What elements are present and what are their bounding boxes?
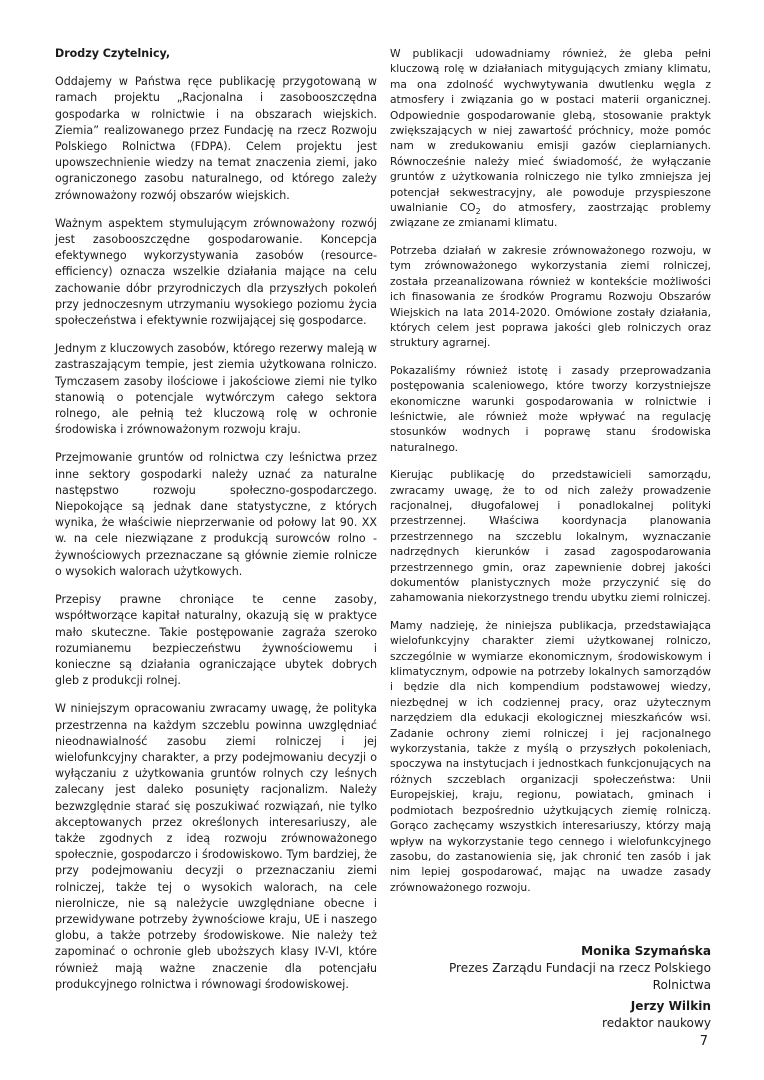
paragraph: Ważnym aspektem stymulującym zrównoważony rozwój jest zasobooszczędne gospodarowanie. Koncepcja efektywnego wykorzystywania zasobów (resource-efficiency) oznacza wszelkie działania mające na celu zachowanie dóbr przyrodniczych dla przyszłych pokoleń przy jednoczesnym utrzymaniu wysokiego poziomu życia społeczeństwa i efektywnie rozwijającej się gospodarce. [55, 216, 377, 328]
signature-block [390, 943, 711, 1032]
paragraph: Kierując publikację do przedstawicieli samorządu, zwracamy uwagę, że to od nich zależy prowadzenie racjonalnej, długofalowej i ponadlokalnej polityki przestrzennej. Właściwa koordynacja planowania przestrzennego na szczeblu lokalnym, wyznaczanie nadrzędnych kierunków i zasad zagospodarowania przestrzennego gmin, oraz zapewnienie dobrej jakości dokumentów planistycznych może przyczynić się do zahamowania niekorzystnego trendu ubytku ziemi rolniczej. [390, 468, 711, 605]
paragraph: Mamy nadzieję, że niniejsza publikacja, przedstawiająca wielofunkcyjny charakter ziemi użytkowanej rolniczo, szczególnie w wymiarze ekonomicznym, środowiskowym i klimatycznym, odpowie na potrzeby lokalnych samorządów i będzie dla nich kompendium podstawowej wiedzy, niezbędnej w ich codziennej pracy, oraz użytecznym narzędziem dla edukacji ekologicznej mieszkańców wsi. Zadanie ochrony ziemi rolniczej i jej racjonalnego wykorzystania, także z myślą o przyszłych pokoleniach, spoczywa na instytucjach i jednostkach funkcjonujących na różnych szczeblach organizacji społeczeństwa: Unii Europejskiej, kraju, regionu, powiatach, gminach i podmiotach bezpośrednio użytkujących ziemię rolniczą. Gorąco zachęcamy wszystkich interesariuszy, którzy mają wpływ na wykorzystanie tego cennego i wielofunkcyjnego zasobu, do zastanowienia się, jak chronić ten zasób i jak nim lepiej gospodarować, mając na uwadze zasady zrównoważonego rozwoju. [390, 618, 711, 894]
right-column [390, 46, 711, 907]
left-column [55, 46, 377, 1005]
co2-subscript: 2 [475, 207, 481, 217]
paragraph-climate [390, 46, 711, 231]
paragraph-text: do atmosfery, zaostrzając problemy związane ze zmianami klimatu. [390, 201, 712, 230]
paragraph: W niniejszym opracowaniu zwracamy uwagę, że polityka przestrzenna na każdym szczeblu powinna uwzględniać nieodnawialność zasobu ziemi rolniczej i jej wielofunkcyjny charakter, a przy podejmowaniu decyzji o wyłączaniu z użytkowania gruntów rolnych czy leśnych zalecany jest daleko posunięty racjonalizm. Należy bezwzględnie starać się poszukiwać rozwiązań, nie tylko akceptowanych przez określonych interesariuszy, ale także zgodnych z ideą rozwoju zrównoważonego społecznie, gospodarczo i środowiskowo. Tym bardziej, że przy podejmowaniu decyzji o przeznaczaniu ziemi rolniczej, także tej o wysokich walorach, na cele nierolnicze, nie są należycie uwzględniane obecne i przewidywane potrzeby żywnościowe kraju, UE i naszego globu, a także potrzeby środowiskowe. Nie należy też zapominać o ochronie gleb uboższych klasy IV-VI, które również mają ważne znaczenie dla potencjału produkcyjnego rolnictwa i równowagi środowiskowej. [55, 702, 377, 991]
paragraph-text: W publikacji udowadniamy również, że gleba pełni kluczową rolę w działaniach mitygujących zmiany klimatu, ma ona zdolność wychwytywania dwutlenku węgla z atmosfery i związania go w postaci materii organicznej. Odpowiednie gospodarowanie glebą, stosowanie praktyk zwiększających w niej zawartość próchnicy, może pomóc nam w zredukowaniu emisji gazów cieplarnianych. Równocześnie należy mieć świadomość, że wyłączanie gruntów z użytkowania rolniczego nie tylko zmniejsza jej potencjał sekwestracyjny, ale powoduje przyspieszone uwalnianie CO [390, 47, 711, 215]
paragraph: Oddajemy w Państwa ręce publikację przygotowaną w ramach projektu „Racjonalna i zasobooszczędna gospodarka w rolnictwie i na obszarach wiejskich. Ziemia” realizowanego przez Fundację na rzecz Rozwoju Polskiego Rolnictwa (FDPA). Celem projektu jest upowszechnienie wiedzy na temat znaczenia ziemi, jako ograniczonego zasobu naturalnego, od którego zależy zrównoważony rozwój obszarów wiejskich. [55, 75, 377, 202]
page-number: 7 [699, 1034, 708, 1049]
paragraph: Potrzeba działań w zakresie zrównoważonego rozwoju, w tym zrównoważonego wykorzystania ziemi rolniczej, została przeanalizowana również w kontekście możliwości ich finasowania ze środków Programu Rozwoju Obszarów Wiejskich na lata 2014-2020. Omówione zostały działania, których celem jest poprawa jakości gleb rolniczych oraz struktury agrarnej. [390, 243, 711, 350]
signatory-role: Prezes Zarządu Fundacji na rzecz Polskiego Rolnictwa [448, 961, 711, 992]
signatory-name: Monika Szymańska [581, 944, 711, 958]
signatory-role: redaktor naukowy [602, 1016, 711, 1030]
paragraph: Jednym z kluczowych zasobów, którego rezerwy maleją w zastraszającym tempie, jest ziemia użytkowana rolniczo. Tymczasem zasoby ilościowe i jakościowe ziemi nie tylko stanowią o potencjale wytwórczym całego sektora rolnego, ale pełnią też kluczową rolę w ochronie środowiska i zrównoważonym rozwoju kraju. [55, 342, 377, 437]
paragraph: Przejmowanie gruntów od rolnictwa czy leśnictwa przez inne sektory gospodarki należy uznać za naturalne następstwo rozwoju społeczno-gospodarczego. Niepokojące są jednak dane statystyczne, z których wynika, że właściwie nieprzerwanie od połowy lat 90. XX w. na cele niezwiązane z produkcją surowców rolno - żywnościowych przeznaczane są głównie ziemie rolnicze o wysokich walorach użytkowych. [55, 451, 377, 578]
paragraph: Przepisy prawne chroniące te cenne zasoby, współtworzące kapitał naturalny, okazują się w praktyce mało skuteczne. Takie postępowanie zagraża szeroko rozumianemu bezpieczeństwu żywnościowemu i konieczne są działania ograniczające ubytek dobrych gleb z produkcji rolnej. [55, 593, 377, 688]
greeting: Drodzy Czytelnicy, [55, 47, 171, 60]
paragraph: Pokazaliśmy również istotę i zasady przeprowadzania postępowania scaleniowego, które tworzy korzystniejsze ekonomiczne warunki gospodarowania w rolnictwie i leśnictwie, ale również może wpływać na regulację stosunków wodnych i poprawę stanu środowiska naturalnego. [390, 363, 711, 454]
signatory-name: Jerzy Wilkin [630, 999, 711, 1013]
